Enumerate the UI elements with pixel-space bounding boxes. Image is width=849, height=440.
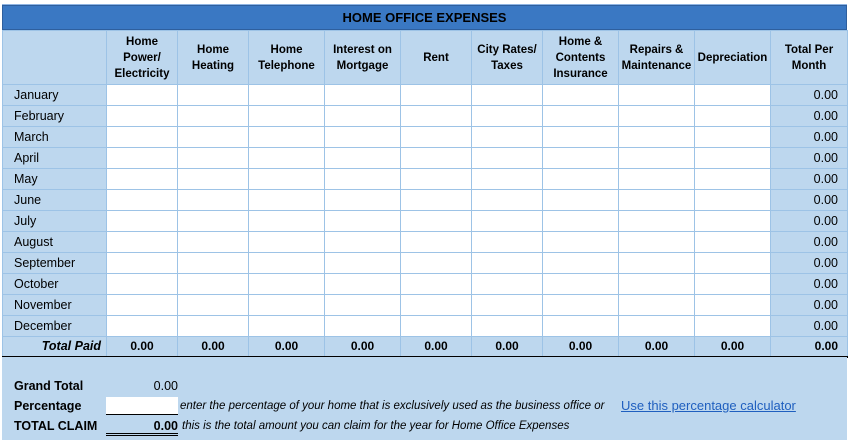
sheet-title: HOME OFFICE EXPENSES [2,5,847,30]
total-paid-cell[interactable]: 0.00 [107,337,178,357]
month-label: January [3,85,107,106]
expense-cell[interactable] [249,190,325,211]
header-corner-cell [3,31,107,85]
expense-cell[interactable] [543,232,619,253]
expense-cell[interactable] [178,127,249,148]
expense-cell[interactable] [472,295,543,316]
month-total-cell[interactable]: 0.00 [771,127,848,148]
month-label: June [3,190,107,211]
grand-total-value[interactable]: 0.00 [153,379,178,393]
col-header-rent[interactable]: Rent [401,31,472,85]
expense-cell[interactable] [249,106,325,127]
expense-cell[interactable] [472,253,543,274]
month-total-cell[interactable]: 0.00 [771,274,848,295]
col-header-rates[interactable]: City Rates/ Taxes [472,31,543,85]
month-total-cell[interactable]: 0.00 [771,211,848,232]
month-total-cell[interactable]: 0.00 [771,106,848,127]
total-paid-label: Total Paid [3,337,107,357]
expense-cell[interactable] [619,127,695,148]
expense-cell[interactable] [543,211,619,232]
expense-cell[interactable] [619,190,695,211]
percentage-input[interactable] [106,397,178,415]
expense-cell[interactable] [178,85,249,106]
expense-cell[interactable] [543,274,619,295]
expense-cell[interactable] [695,232,771,253]
expense-cell[interactable] [619,253,695,274]
total-claim-label: TOTAL CLAIM [14,419,98,433]
col-header-mortgage[interactable]: Interest on Mortgage [325,31,401,85]
col-header-insurance[interactable]: Home & Contents Insurance [543,31,619,85]
month-total-cell[interactable]: 0.00 [771,232,848,253]
expense-cell[interactable] [325,148,401,169]
expense-cell[interactable] [325,211,401,232]
expense-cell[interactable] [401,274,472,295]
table-row [3,169,848,190]
total-claim-note: this is the total amount you can claim for the year for Home Office Expenses [182,420,570,432]
table-row [3,190,848,211]
month-label: November [3,295,107,316]
expense-cell[interactable] [107,253,178,274]
expense-cell[interactable] [619,169,695,190]
table-row [3,253,848,274]
expense-cell[interactable] [619,316,695,337]
total-paid-cell[interactable]: 0.00 [325,337,401,357]
table-row [3,106,848,127]
expense-cell[interactable] [695,106,771,127]
expense-cell[interactable] [543,106,619,127]
expense-cell[interactable] [107,190,178,211]
expense-cell[interactable] [107,148,178,169]
expense-cell[interactable] [695,295,771,316]
expense-cell[interactable] [325,106,401,127]
expense-cell[interactable] [619,211,695,232]
expense-cell[interactable] [325,85,401,106]
total-paid-cell[interactable]: 0.00 [695,337,771,357]
expense-cell[interactable] [107,274,178,295]
expense-cell[interactable] [472,211,543,232]
month-total-cell[interactable]: 0.00 [771,190,848,211]
expense-cell[interactable] [249,127,325,148]
total-paid-grand-cell[interactable]: 0.00 [771,337,848,357]
expense-cell[interactable] [325,253,401,274]
expense-cell[interactable] [178,106,249,127]
expense-cell[interactable] [619,232,695,253]
expense-cell[interactable] [472,127,543,148]
expense-cell[interactable] [325,295,401,316]
expense-cell[interactable] [401,211,472,232]
col-header-telephone[interactable]: Home Telephone [249,31,325,85]
expense-cell[interactable] [107,169,178,190]
expense-cell[interactable] [472,148,543,169]
total-paid-cell[interactable]: 0.00 [178,337,249,357]
expense-cell[interactable] [178,148,249,169]
expense-cell[interactable] [249,211,325,232]
month-total-cell[interactable]: 0.00 [771,253,848,274]
expense-cell[interactable] [107,295,178,316]
expense-cell[interactable] [401,232,472,253]
percentage-note: enter the percentage of your home that is exclusively used as the business office or [180,400,605,412]
expense-cell[interactable] [695,274,771,295]
month-total-cell[interactable]: 0.00 [771,316,848,337]
expense-cell[interactable] [325,190,401,211]
col-header-total[interactable]: Total Per Month [771,31,848,85]
header-row [3,31,848,85]
expense-cell[interactable] [249,316,325,337]
expense-cell[interactable] [472,169,543,190]
expense-cell[interactable] [543,295,619,316]
expense-cell[interactable] [249,274,325,295]
expense-cell[interactable] [401,169,472,190]
table-row [3,316,848,337]
expense-cell[interactable] [401,295,472,316]
expense-cell[interactable] [695,211,771,232]
expense-cell[interactable] [107,85,178,106]
expense-cell[interactable] [695,169,771,190]
expense-cell[interactable] [178,169,249,190]
expense-cell[interactable] [619,148,695,169]
expense-cell[interactable] [401,148,472,169]
month-label: October [3,274,107,295]
total-paid-row [3,337,848,357]
table-row [3,211,848,232]
col-header-depreciation[interactable]: Depreciation [695,31,771,85]
expense-cell[interactable] [107,316,178,337]
expense-cell[interactable] [695,148,771,169]
total-paid-cell[interactable]: 0.00 [249,337,325,357]
expense-cell[interactable] [472,190,543,211]
expense-cell[interactable] [178,253,249,274]
expense-cell[interactable] [249,232,325,253]
expense-cell[interactable] [107,232,178,253]
expense-cell[interactable] [543,127,619,148]
expense-cell[interactable] [249,295,325,316]
expense-cell[interactable] [619,106,695,127]
expense-cell[interactable] [619,274,695,295]
expense-cell[interactable] [401,190,472,211]
expense-cell[interactable] [325,169,401,190]
expense-cell[interactable] [543,85,619,106]
month-label: December [3,316,107,337]
expense-cell[interactable] [178,274,249,295]
expense-cell[interactable] [249,169,325,190]
expense-cell[interactable] [325,274,401,295]
percentage-label: Percentage [14,399,82,413]
month-label: May [3,169,107,190]
expense-cell[interactable] [178,295,249,316]
month-label: July [3,211,107,232]
summary-section [2,357,847,440]
total-paid-cell[interactable]: 0.00 [401,337,472,357]
expense-cell[interactable] [695,316,771,337]
table-row [3,148,848,169]
expense-cell[interactable] [472,316,543,337]
expense-cell[interactable] [401,85,472,106]
total-paid-cell[interactable]: 0.00 [543,337,619,357]
month-label: September [3,253,107,274]
month-label: August [3,232,107,253]
table-row [3,127,848,148]
spreadsheet [2,0,847,440]
expense-cell[interactable] [472,274,543,295]
expense-cell[interactable] [107,127,178,148]
expense-cell[interactable] [107,211,178,232]
expense-cell[interactable] [325,316,401,337]
expense-cell[interactable] [472,106,543,127]
expense-cell[interactable] [695,127,771,148]
expense-cell[interactable] [472,85,543,106]
expense-cell[interactable] [695,190,771,211]
expense-cell[interactable] [249,253,325,274]
expense-cell[interactable] [401,106,472,127]
total-paid-cell[interactable]: 0.00 [619,337,695,357]
expense-cell[interactable] [543,148,619,169]
month-label: April [3,148,107,169]
table-row [3,232,848,253]
expense-cell[interactable] [401,127,472,148]
grand-total-label: Grand Total [14,379,84,393]
total-claim-value[interactable]: 0.00 [106,418,178,436]
expenses-table [2,30,848,358]
expense-cell[interactable] [325,232,401,253]
expense-cell[interactable] [178,211,249,232]
table-row [3,274,848,295]
expense-cell[interactable] [619,85,695,106]
expense-cell[interactable] [543,190,619,211]
expense-cell[interactable] [472,232,543,253]
month-total-cell[interactable]: 0.00 [771,169,848,190]
expense-cell[interactable] [107,106,178,127]
col-header-power[interactable]: Home Power/ Electricity [107,31,178,85]
expense-cell[interactable] [178,190,249,211]
expense-cell[interactable] [178,316,249,337]
expense-cell[interactable] [249,85,325,106]
month-total-cell[interactable]: 0.00 [771,295,848,316]
expense-cell[interactable] [543,169,619,190]
expense-cell[interactable] [543,253,619,274]
expense-cell[interactable] [695,85,771,106]
table-row [3,295,848,316]
percentage-calculator-link[interactable]: Use this percentage calculator [621,398,796,413]
expense-cell[interactable] [543,316,619,337]
expense-cell[interactable] [401,316,472,337]
total-paid-cell[interactable]: 0.00 [472,337,543,357]
month-total-cell[interactable]: 0.00 [771,148,848,169]
col-header-repairs[interactable]: Repairs & Maintenance [619,31,695,85]
expense-cell[interactable] [178,232,249,253]
month-label: March [3,127,107,148]
col-header-heating[interactable]: Home Heating [178,31,249,85]
expense-cell[interactable] [401,253,472,274]
expense-cell[interactable] [619,295,695,316]
table-row [3,85,848,106]
expense-cell[interactable] [325,127,401,148]
expense-cell[interactable] [249,148,325,169]
month-label: February [3,106,107,127]
month-total-cell[interactable]: 0.00 [771,85,848,106]
expense-cell[interactable] [695,253,771,274]
